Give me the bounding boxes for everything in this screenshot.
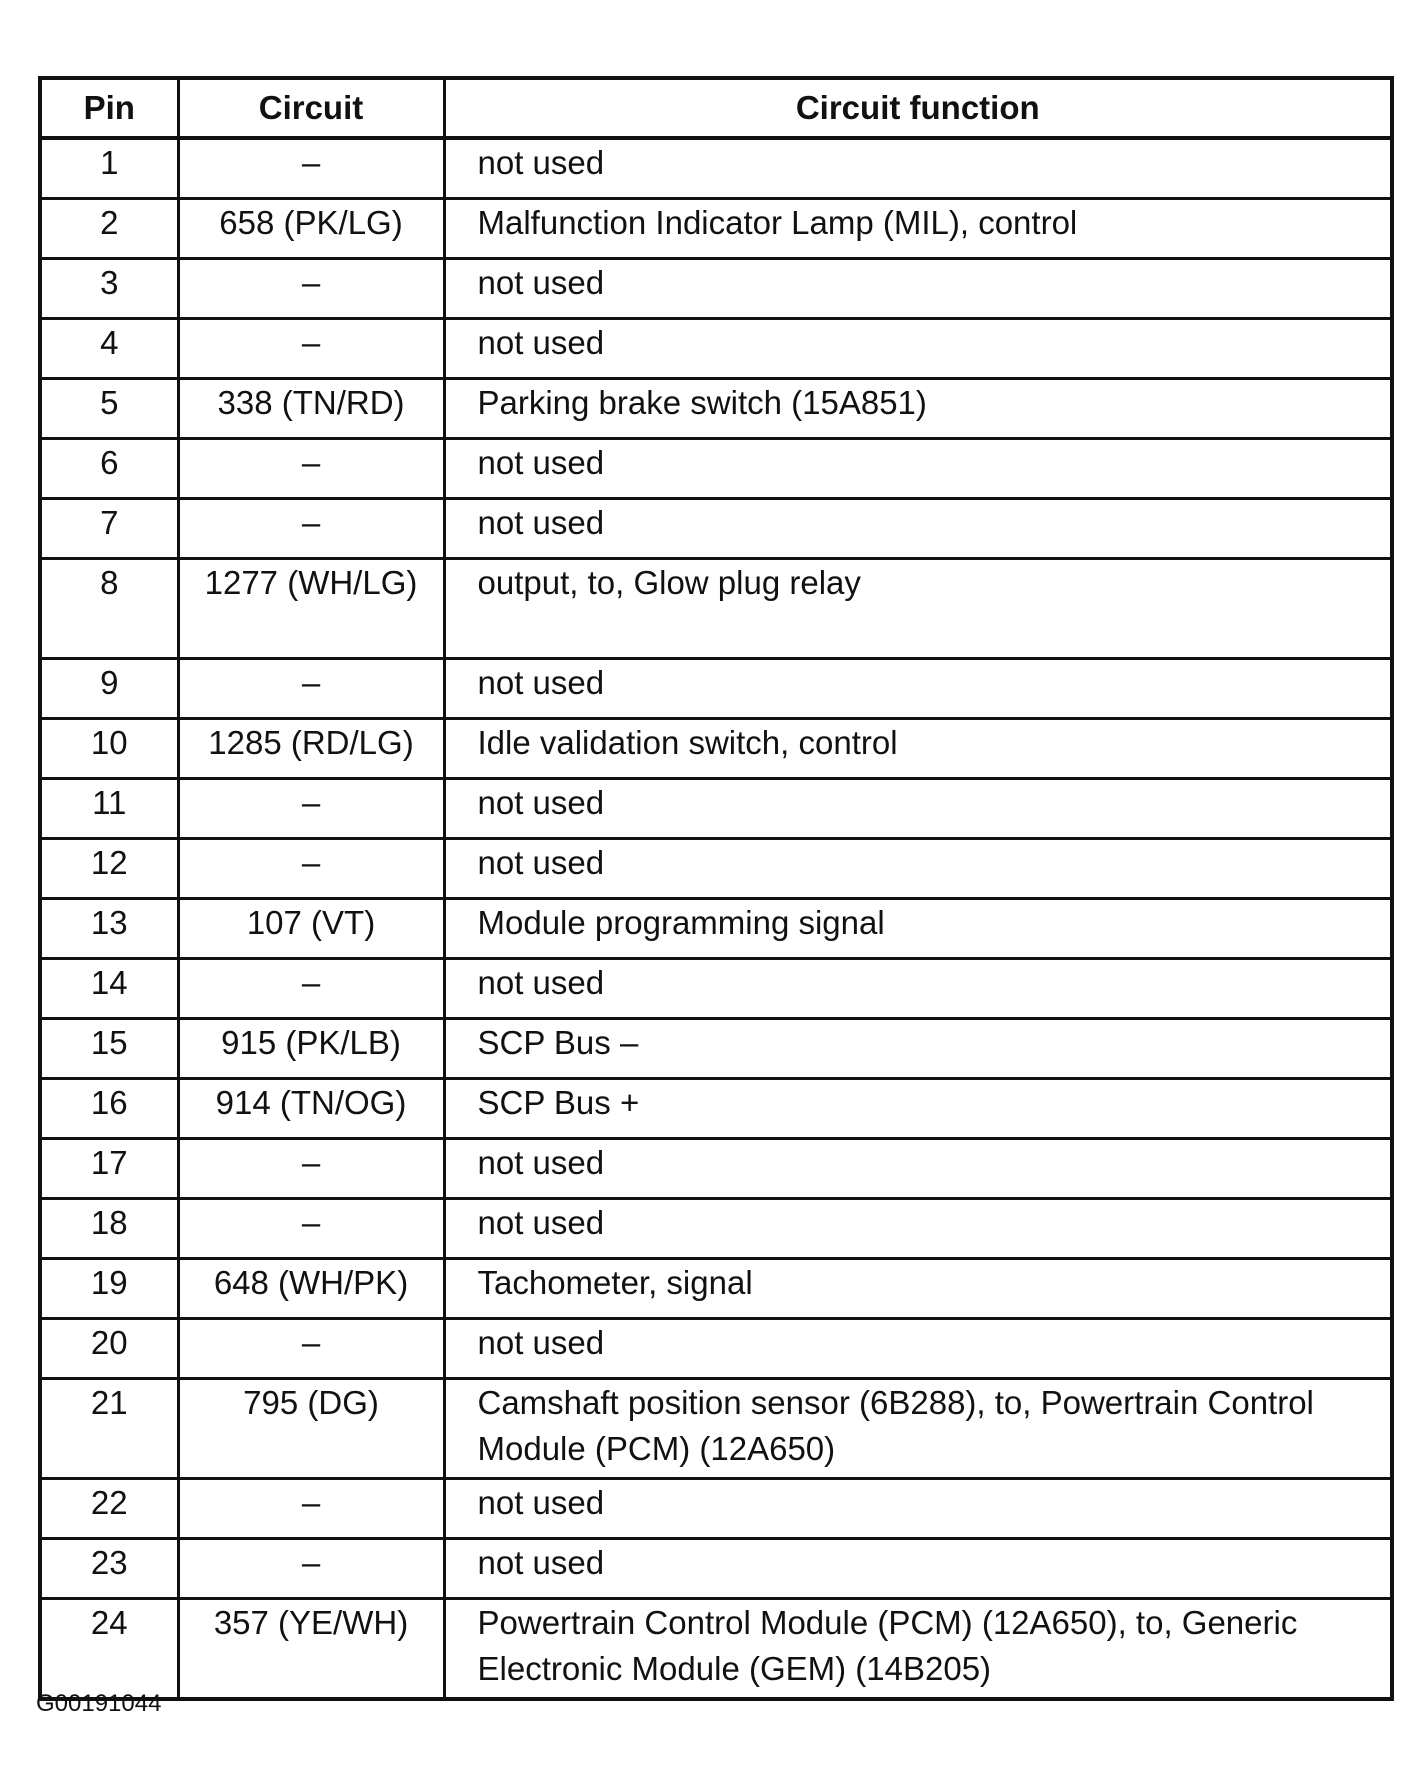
- pin-number: 21: [40, 1379, 178, 1479]
- pin-number: 18: [40, 1199, 178, 1259]
- pin-number: 23: [40, 1539, 178, 1599]
- pin-number: 4: [40, 319, 178, 379]
- pin-number: 2: [40, 199, 178, 259]
- pin-number: 10: [40, 719, 178, 779]
- circuit-code: 648 (WH/PK): [178, 1259, 444, 1319]
- table-row: [40, 1259, 1392, 1319]
- header-circuit: Circuit: [178, 78, 444, 138]
- circuit-function: SCP Bus –: [444, 1019, 1392, 1079]
- circuit-function: not used: [444, 1479, 1392, 1539]
- circuit-code: –: [178, 1199, 444, 1259]
- circuit-code: 1277 (WH/LG): [178, 559, 444, 659]
- pin-number: 7: [40, 499, 178, 559]
- pin-number: 19: [40, 1259, 178, 1319]
- table-row: [40, 1539, 1392, 1599]
- header-row: [40, 78, 1392, 138]
- table-row: [40, 839, 1392, 899]
- circuit-code: –: [178, 1139, 444, 1199]
- table-row: [40, 199, 1392, 259]
- circuit-code: –: [178, 1539, 444, 1599]
- pin-number: 5: [40, 379, 178, 439]
- circuit-function: Powertrain Control Module (PCM) (12A650), to, Generic Electronic Module (GEM) (14B205): [444, 1599, 1392, 1700]
- pin-number: 3: [40, 259, 178, 319]
- table-row: [40, 439, 1392, 499]
- table-row: [40, 1139, 1392, 1199]
- table-row: [40, 1019, 1392, 1079]
- circuit-code: 914 (TN/OG): [178, 1079, 444, 1139]
- table-row: [40, 379, 1392, 439]
- pin-number: 13: [40, 899, 178, 959]
- circuit-function: not used: [444, 1319, 1392, 1379]
- circuit-code: 1285 (RD/LG): [178, 719, 444, 779]
- circuit-function: Parking brake switch (15A851): [444, 379, 1392, 439]
- table-row: [40, 1319, 1392, 1379]
- circuit-code: –: [178, 839, 444, 899]
- circuit-function: not used: [444, 319, 1392, 379]
- table-row: [40, 1199, 1392, 1259]
- header-circuit-function: Circuit function: [444, 78, 1392, 138]
- table-row: [40, 138, 1392, 199]
- table-row: [40, 259, 1392, 319]
- header-pin: Pin: [40, 78, 178, 138]
- circuit-function: Malfunction Indicator Lamp (MIL), control: [444, 199, 1392, 259]
- pin-number: 12: [40, 839, 178, 899]
- circuit-code: –: [178, 259, 444, 319]
- pin-number: 14: [40, 959, 178, 1019]
- pin-number: 9: [40, 659, 178, 719]
- table-body: [40, 138, 1392, 1699]
- circuit-function: output, to, Glow plug relay: [444, 559, 1392, 659]
- circuit-code: 795 (DG): [178, 1379, 444, 1479]
- circuit-code: –: [178, 138, 444, 199]
- pin-number: 8: [40, 559, 178, 659]
- table-row: [40, 559, 1392, 659]
- circuit-function: not used: [444, 1539, 1392, 1599]
- table-row: [40, 659, 1392, 719]
- pin-number: 24: [40, 1599, 178, 1700]
- circuit-code: –: [178, 439, 444, 499]
- circuit-function: not used: [444, 959, 1392, 1019]
- figure-id: G00191044: [36, 1690, 162, 1717]
- circuit-function: Module programming signal: [444, 899, 1392, 959]
- table-row: [40, 959, 1392, 1019]
- pin-number: 20: [40, 1319, 178, 1379]
- table-row: [40, 779, 1392, 839]
- circuit-code: –: [178, 1319, 444, 1379]
- circuit-function: not used: [444, 138, 1392, 199]
- circuit-function: not used: [444, 499, 1392, 559]
- table-row: [40, 319, 1392, 379]
- circuit-function: not used: [444, 439, 1392, 499]
- circuit-function: not used: [444, 1199, 1392, 1259]
- pin-number: 22: [40, 1479, 178, 1539]
- pin-table: [38, 76, 1394, 1701]
- table-row: [40, 1599, 1392, 1700]
- pin-number: 16: [40, 1079, 178, 1139]
- pin-number: 11: [40, 779, 178, 839]
- pin-number: 6: [40, 439, 178, 499]
- circuit-function: not used: [444, 1139, 1392, 1199]
- circuit-function: not used: [444, 259, 1392, 319]
- pin-number: 17: [40, 1139, 178, 1199]
- circuit-function: Camshaft position sensor (6B288), to, Powertrain Control Module (PCM) (12A650): [444, 1379, 1392, 1479]
- circuit-function: Tachometer, signal: [444, 1259, 1392, 1319]
- circuit-code: 338 (TN/RD): [178, 379, 444, 439]
- circuit-code: –: [178, 659, 444, 719]
- circuit-code: –: [178, 319, 444, 379]
- table-row: [40, 1479, 1392, 1539]
- circuit-code: 915 (PK/LB): [178, 1019, 444, 1079]
- table-row: [40, 1379, 1392, 1479]
- circuit-function: SCP Bus +: [444, 1079, 1392, 1139]
- table-row: [40, 719, 1392, 779]
- table-row: [40, 499, 1392, 559]
- table-row: [40, 899, 1392, 959]
- table-row: [40, 1079, 1392, 1139]
- circuit-function: Idle validation switch, control: [444, 719, 1392, 779]
- circuit-code: 658 (PK/LG): [178, 199, 444, 259]
- circuit-code: –: [178, 779, 444, 839]
- circuit-function: not used: [444, 839, 1392, 899]
- circuit-function: not used: [444, 659, 1392, 719]
- pin-number: 15: [40, 1019, 178, 1079]
- circuit-code: 107 (VT): [178, 899, 444, 959]
- pin-number: 1: [40, 138, 178, 199]
- circuit-code: 357 (YE/WH): [178, 1599, 444, 1700]
- circuit-code: –: [178, 499, 444, 559]
- circuit-code: –: [178, 1479, 444, 1539]
- circuit-code: –: [178, 959, 444, 1019]
- circuit-function: not used: [444, 779, 1392, 839]
- table-header: [40, 78, 1392, 138]
